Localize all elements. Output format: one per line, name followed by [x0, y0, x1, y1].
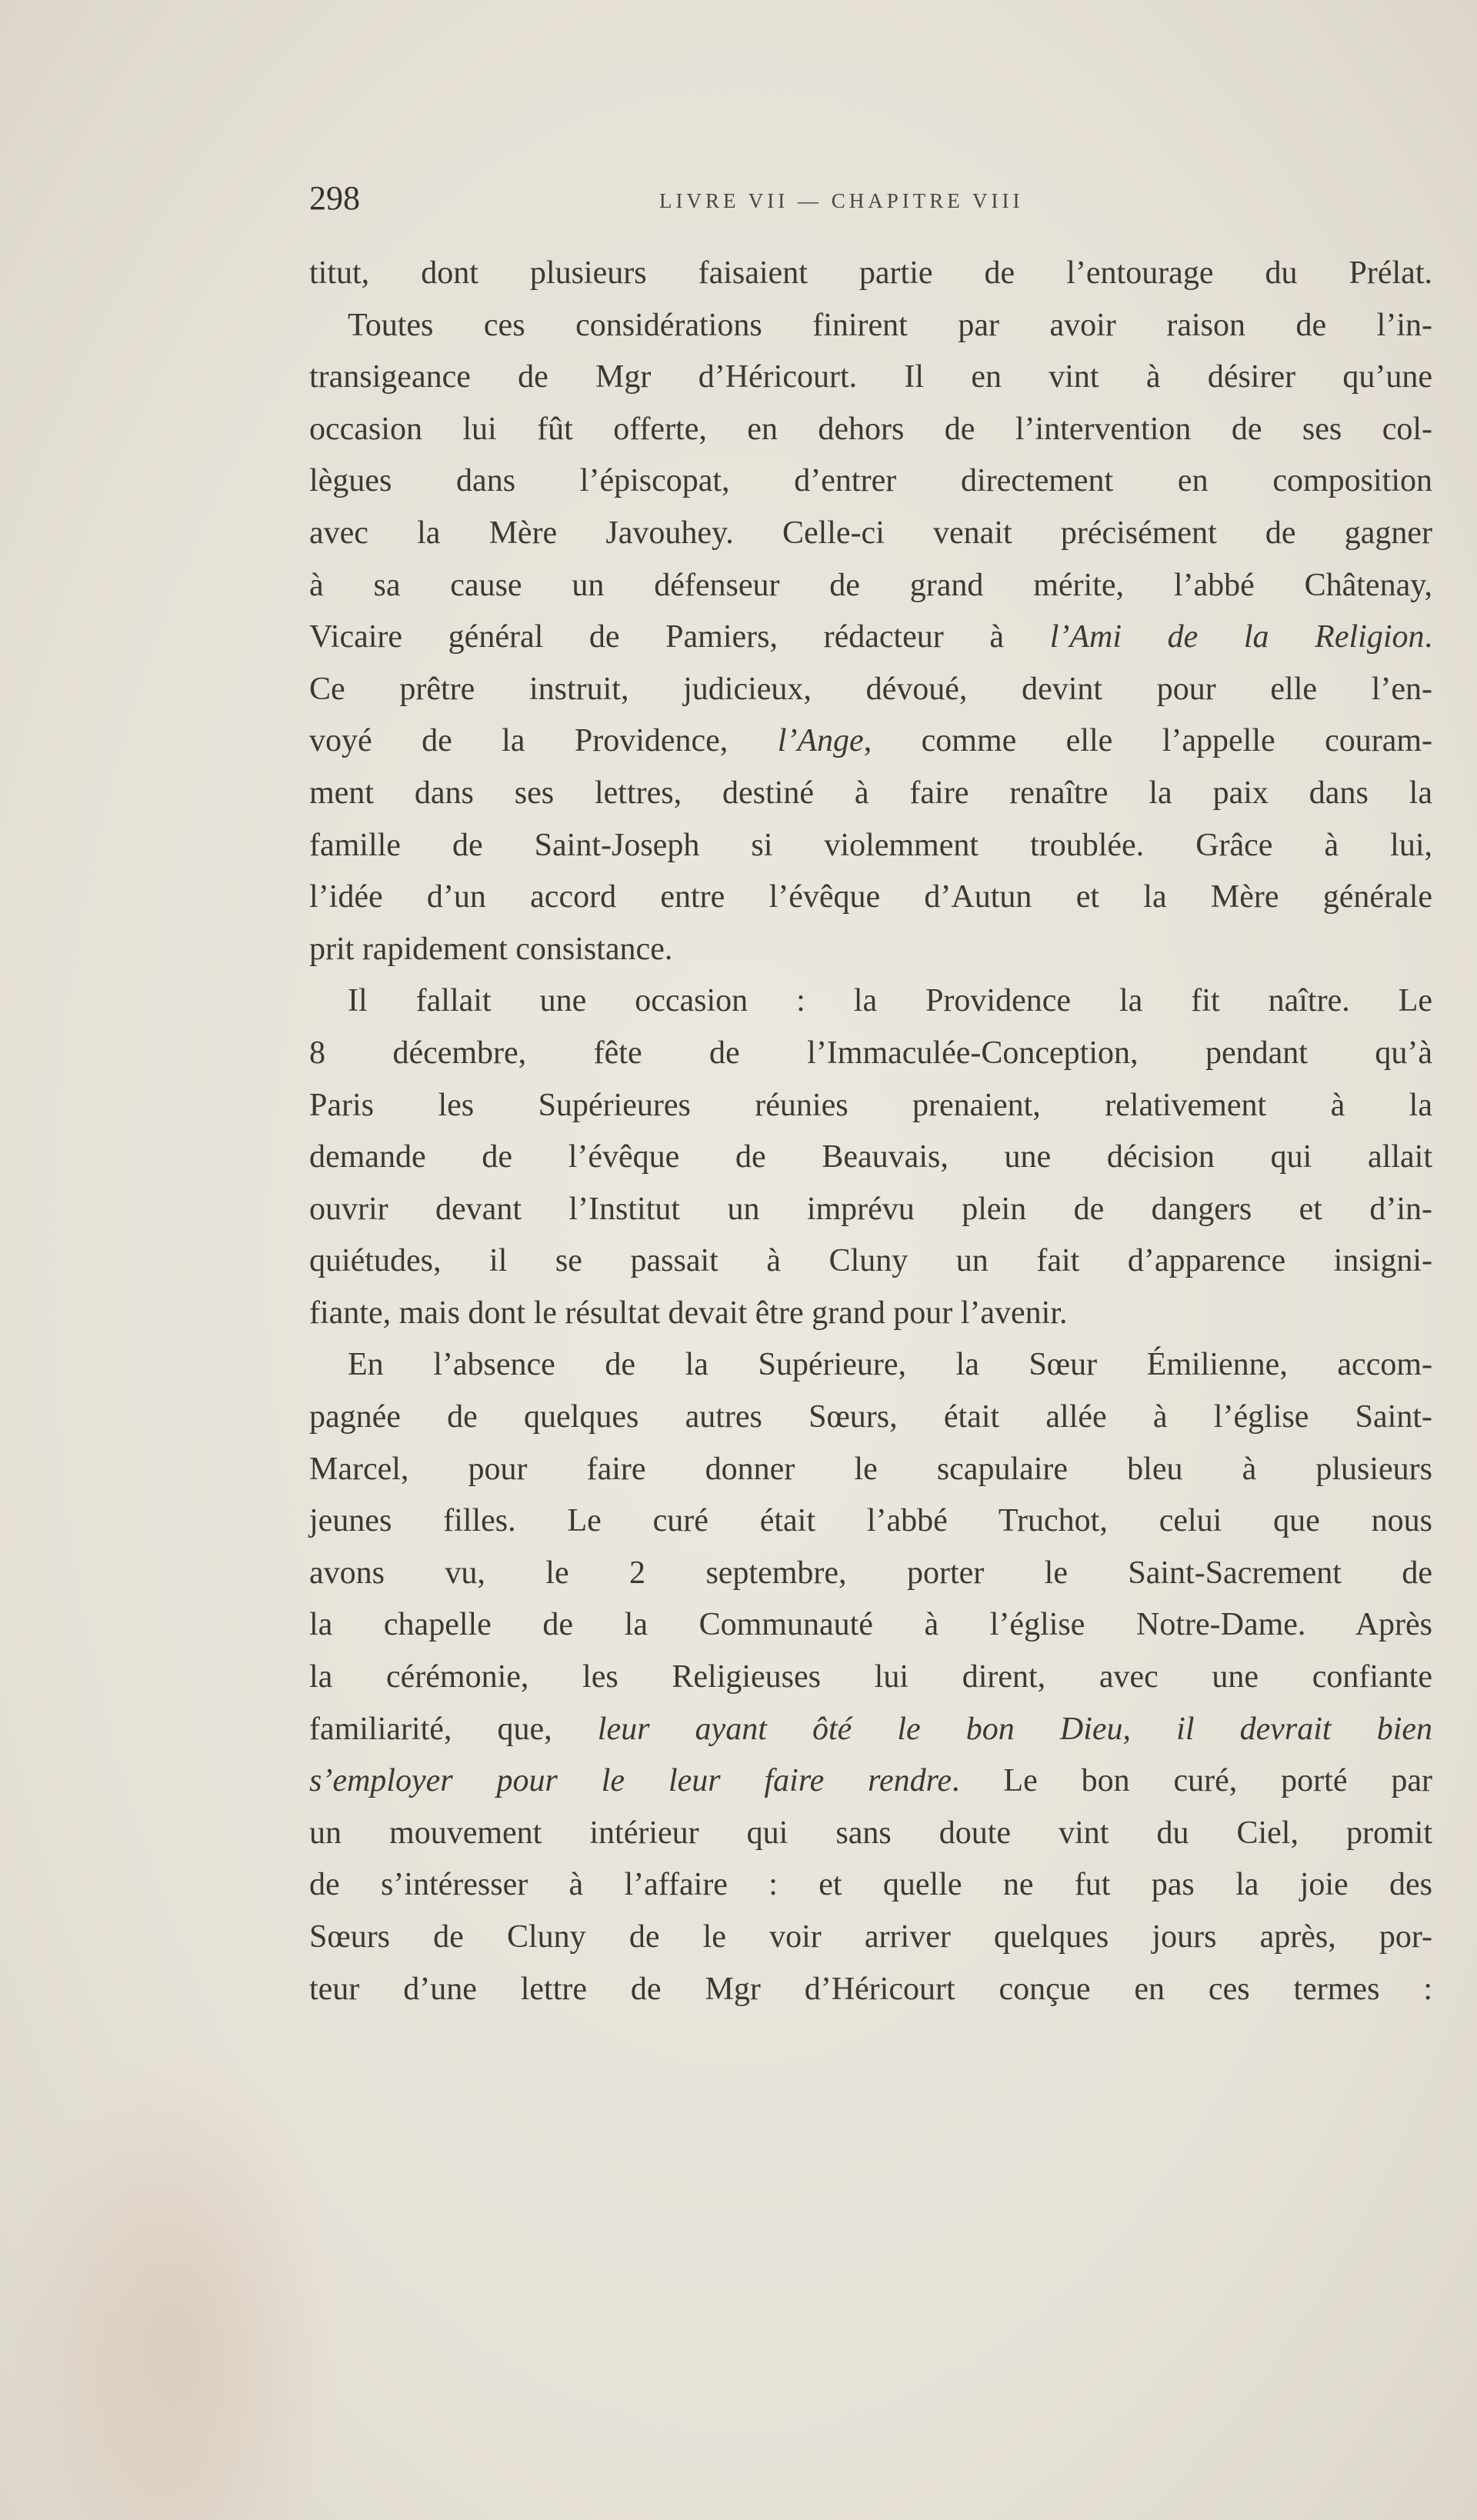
- italic-text: s’employer pour le leur faire rendre: [309, 1763, 952, 1799]
- text-line: famille de Saint-Joseph si violemment troublée. Grâce à lui,: [309, 827, 1432, 863]
- page-header: [309, 178, 1432, 225]
- text-line: un mouvement intérieur qui sans doute vint du Ciel, promit: [309, 1815, 1432, 1851]
- text-line: demande de l’évêque de Beauvais, une décision qui allait: [309, 1139, 1432, 1175]
- text-line: la cérémonie, les Religieuses lui dirent, avec une confiante: [309, 1659, 1432, 1695]
- italic-text: leur ayant ôté le bon Dieu, il devrait bien: [597, 1711, 1432, 1747]
- text-line: transigeance de Mgr d’Héricourt. Il en vint à désirer qu’une: [309, 359, 1432, 395]
- body-text: [309, 248, 1432, 2015]
- text-line: prit rapidement consistance.: [309, 931, 673, 967]
- text-line: [309, 715, 1432, 768]
- text-line: avec la Mère Javouhey. Celle-ci venait précisément de gagner: [309, 515, 1432, 551]
- text-line: occasion lui fût offerte, en dehors de l’intervention de ses col-: [309, 411, 1432, 447]
- text-line: l’idée d’un accord entre l’évêque d’Autun et la Mère générale: [309, 879, 1432, 915]
- text-segment: voyé de la Providence,: [309, 723, 778, 759]
- running-head: LIVRE VII — CHAPITRE VIII: [659, 189, 1024, 212]
- text-line: jeunes filles. Le curé était l’abbé Truchot, celui que nous: [309, 1503, 1432, 1539]
- text-line: la chapelle de la Communauté à l’église Notre-Dame. Après: [309, 1607, 1432, 1643]
- text-line: pagnée de quelques autres Sœurs, était allée à l’église Saint-: [309, 1399, 1432, 1435]
- text-line: En l’absence de la Supérieure, la Sœur Émilienne, accom-: [348, 1347, 1432, 1383]
- text-line: Sœurs de Cluny de le voir arriver quelques jours après, por-: [309, 1919, 1432, 1955]
- text-line: [309, 1755, 1432, 1808]
- text-line: avons vu, le 2 septembre, porter le Saint-Sacrement de: [309, 1555, 1432, 1591]
- text-line: ouvrir devant l’Institut un imprévu plein de dangers et d’in-: [309, 1191, 1432, 1227]
- text-line: Paris les Supérieures réunies prenaient, relativement à la: [309, 1087, 1432, 1123]
- text-line: Toutes ces considérations finirent par avoir raison de l’in-: [348, 307, 1432, 343]
- text-segment: familiarité, que,: [309, 1711, 598, 1747]
- page-number: 298: [309, 179, 360, 217]
- text-line: de s’intéresser à l’affaire : et quelle ne fut pas la joie des: [309, 1867, 1432, 1903]
- italic-text: l’Ami de la Religion: [1049, 619, 1425, 655]
- text-line: lègues dans l’épiscopat, d’entrer directement en composition: [309, 463, 1432, 499]
- text-line: ment dans ses lettres, destiné à faire renaître la paix dans la: [309, 775, 1432, 811]
- italic-text: l’Ange: [777, 723, 864, 759]
- text-line: titut, dont plusieurs faisaient partie de l’entourage du Prélat.: [309, 255, 1432, 291]
- text-line: fiante, mais dont le résultat devait être grand pour l’avenir.: [309, 1295, 1068, 1331]
- text-line: teur d’une lettre de Mgr d’Héricourt conçue en ces termes :: [309, 1971, 1432, 2007]
- text-line: quiétudes, il se passait à Cluny un fait d’apparence insigni-: [309, 1243, 1432, 1279]
- text-line: Marcel, pour faire donner le scapulaire bleu à plusieurs: [309, 1451, 1432, 1487]
- text-segment: . Le bon curé, porté par: [952, 1763, 1432, 1799]
- text-line: à sa cause un défenseur de grand mérite, l’abbé Châtenay,: [309, 567, 1432, 603]
- text-segment: .: [1424, 619, 1432, 655]
- text-line: Il fallait une occasion : la Providence la fit naître. Le: [348, 983, 1432, 1019]
- text-line: 8 décembre, fête de l’Immaculée-Conception, pendant qu’à: [309, 1035, 1432, 1071]
- text-line: Ce prêtre instruit, judicieux, dévoué, devint pour elle l’en-: [309, 671, 1432, 707]
- text-line: [309, 612, 1432, 664]
- text-segment: Vicaire général de Pamiers, rédacteur à: [309, 619, 1050, 655]
- text-segment: , comme elle l’appelle couram-: [863, 723, 1432, 759]
- text-line: [309, 1704, 1432, 1756]
